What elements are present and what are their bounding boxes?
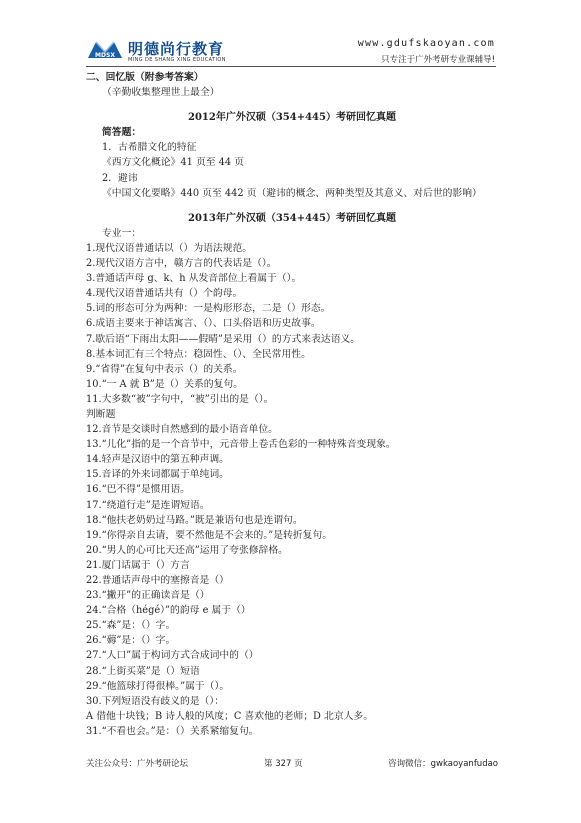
question-line: 6.成语主要来于神话寓言、（）、口头俗语和历史故事。	[86, 318, 321, 330]
question-line: 5.词的形态可分为两种：一是构形形态，二是（）形态。	[86, 303, 331, 315]
question-line: 22.普通话声母中的塞擦音是（）	[86, 575, 229, 586]
page-footer	[86, 757, 498, 771]
text-line: 2．避讳	[102, 172, 138, 184]
question-line: 2.现代汉语方言中，赣方言的代表话是（）。	[86, 258, 277, 270]
footer-contact: 咨询微信：gwkaoyanfudao	[388, 759, 498, 769]
page-number: 第 327 页	[264, 759, 303, 769]
question-line: 27.“人口”属于构词方式合成词中的（）	[86, 650, 259, 662]
question-line: A 借他十块钱；B 诗人般的风度；C 喜欢他的老师；D 北京人多。	[86, 710, 374, 722]
question-line: 26.“薅”是：（）字。	[86, 635, 176, 647]
section-heading: 二、回忆版（附参考答案）	[86, 72, 204, 83]
question-line: 17.“绕道行走”是连谓短语。	[86, 499, 210, 511]
brand-name: 明德尚行教育	[128, 40, 225, 58]
question-line: 25.“森”是：（）字。	[86, 620, 176, 632]
question-line: 12.音节是交谈时自然感到的最小语音单位。	[86, 424, 278, 436]
question-line: 28.“上街买菜”是（）短语	[86, 665, 200, 677]
question-line: 18.“他扶老奶奶过马路。”既是兼语句也是连谓句。	[86, 514, 303, 526]
exam-2013-subtitle: 专业一：	[102, 227, 142, 239]
exam-2012-title: 2012年广外汉硕（354+445）考研回忆真题	[188, 112, 396, 124]
document-body	[86, 70, 498, 739]
question-line: 21.厦门话属于（）方言	[86, 559, 190, 571]
question-line: 20.“男人的心可比天还高”运用了夸张修辞格。	[86, 544, 288, 556]
question-line: 11.大多数“被”字句中，“被”引出的是（）。	[86, 393, 274, 405]
header-tagline: 只专注于广外考研专业课辅导!	[381, 55, 495, 65]
question-line: 31.“不看也会。”是：（）关系紧缩复句。	[86, 725, 259, 737]
question-line: 10.“一 A 就 B”是（）关系的复句。	[86, 378, 243, 390]
exam-2013-judge-questions	[86, 422, 498, 739]
question-line: 1.现代汉语普通话以（）为语法规范。	[86, 242, 253, 254]
question-line: 29.“他篮球打得很棒。”属于（）。	[86, 680, 230, 692]
exam-2013-fill-questions	[86, 241, 498, 407]
question-line: 24.“合格（hégé）”的韵母 e 属于（）	[86, 605, 251, 617]
question-line: 13.“儿化”指的是一个音节中，元音带上卷舌色彩的一种特殊音变现象。	[86, 439, 396, 451]
judge-section-label: 判断题	[86, 408, 116, 420]
header-divider	[86, 66, 496, 67]
question-line: 3.普通话声母 g、k、h 从发音部位上看属于（）。	[86, 273, 302, 285]
question-line: 19.“你得亲自去请，要不然他是不会来的。”是转折复句。	[86, 529, 333, 541]
question-line: 30.下列短语没有歧义的是（）：	[86, 695, 225, 707]
brand-logo-icon	[86, 38, 124, 60]
question-line: 4.现代汉语普通话共有（）个韵母。	[86, 288, 243, 300]
footer-wechat-account: 关注公众号：广外考研论坛	[86, 759, 189, 769]
question-line: 8.基本词汇有三个特点：稳固性、（）、全民常用性。	[86, 348, 311, 360]
site-url: www.gdufskaoyan.com	[357, 38, 495, 49]
question-line: 23.“撇开”的正确读音是（）	[86, 590, 210, 602]
question-line: 14.轻声是汉语中的第五种声调。	[86, 454, 229, 466]
exam-2012-body	[86, 140, 498, 200]
question-line: 7.歇后语“下雨出太阳——假晴”是采用（）的方式来表达语义。	[86, 333, 361, 345]
section-note: （辛勤收集整理世上最全）	[102, 87, 220, 99]
text-line: 《西方文化概论》41 页至 44 页	[102, 157, 245, 169]
brand-name-english: MING DE SHANG XING EDUCATION	[128, 57, 226, 63]
question-line: 15.音译的外来词都属于单纯词。	[86, 469, 229, 481]
logo-letters: MDSX	[95, 52, 115, 59]
text-line: 《中国文化要略》440 页至 442 页（避讳的概念、两种类型及其意义、对后世的影响）	[102, 187, 482, 199]
exam-2013-title: 2013年广外汉硕（354+445）考研回忆真题	[188, 212, 396, 224]
exam-2012-subtitle: 简答题：	[102, 127, 142, 139]
question-line: 16.“巴不得”是惯用语。	[86, 484, 190, 496]
page-header	[0, 0, 581, 70]
question-line: 9.“省得”在复句中表示（）的关系。	[86, 363, 243, 375]
text-line: 1．古希腊文化的特征	[102, 142, 197, 154]
